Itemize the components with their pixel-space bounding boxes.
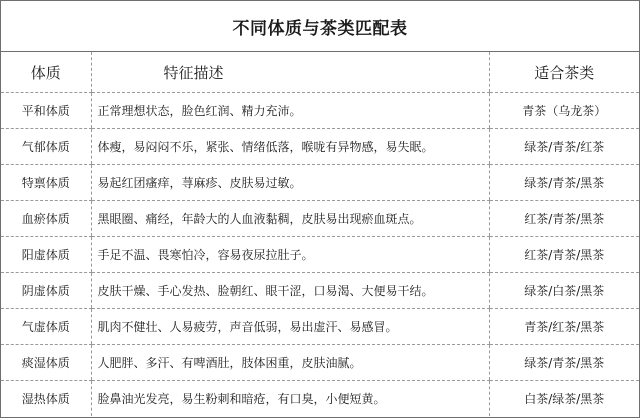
table-row [1, 273, 639, 309]
table-row [1, 165, 639, 201]
tea-matching-table [1, 52, 639, 416]
title-row [1, 1, 639, 52]
tea-cell: 绿茶/青茶/黑茶 [489, 345, 639, 381]
table-row [1, 201, 639, 237]
constitution-cell: 气虚体质 [1, 309, 91, 345]
constitution-cell: 痰湿体质 [1, 345, 91, 381]
description-cell: 黑眼圈、痛经，年龄大的人血液黏稠，皮肤易出现瘀血斑点。 [91, 201, 489, 237]
description-cell: 脸鼻油光发亮，易生粉刺和暗疮，有口臭，小便短黄。 [91, 381, 489, 417]
table-row [1, 345, 639, 381]
table-row [1, 237, 639, 273]
tea-cell: 绿茶/青茶/红茶 [489, 129, 639, 165]
tea-cell: 青茶（乌龙茶） [489, 93, 639, 129]
tea-cell: 绿茶/白茶/黑茶 [489, 273, 639, 309]
header-description: 特征描述 [91, 52, 489, 93]
tea-cell: 绿茶/青茶/黑茶 [489, 165, 639, 201]
constitution-cell: 阳虚体质 [1, 237, 91, 273]
description-cell: 正常理想状态，脸色红润、精力充沛。 [91, 93, 489, 129]
header-row [1, 52, 639, 93]
description-cell: 皮肤干燥、手心发热、脸朝红、眼干涩，口易渴、大便易干结。 [91, 273, 489, 309]
description-cell: 手足不温、畏寒怕冷，容易夜尿拉肚子。 [91, 237, 489, 273]
constitution-cell: 湿热体质 [21, 392, 70, 406]
tea-cell: 红茶/青茶/黑茶 [489, 237, 639, 273]
description-cell: 易起红团瘙痒，荨麻疹、皮肤易过敏。 [91, 165, 489, 201]
constitution-cell: 气郁体质 [1, 129, 91, 165]
description-cell: 肌肉不健壮、人易疲劳，声音低弱，易出虚汗、易感冒。 [91, 309, 489, 345]
constitution-cell: 特禀体质 [1, 165, 91, 201]
constitution-cell: 平和体质 [1, 93, 91, 129]
table-row [1, 93, 639, 129]
table-row [1, 309, 639, 345]
tea-cell: 红茶/青茶/黑茶 [489, 201, 639, 237]
constitution-cell: 阴虚体质 [1, 273, 91, 309]
header-tea: 适合茶类 [489, 52, 639, 93]
table-title: 不同体质与茶类匹配表 [232, 18, 408, 39]
description-cell: 体瘦，易闷闷不乐，紧张、情绪低落，喉咙有异物感，易失眠。 [91, 129, 489, 165]
tea-cell: 青茶/红茶/黑茶 [489, 309, 639, 345]
header-constitution: 体质 [1, 52, 91, 93]
table-row [1, 381, 639, 417]
constitution-cell: 血瘀体质 [1, 201, 91, 237]
tea-cell: 白茶/绿茶/黑茶 [489, 381, 639, 417]
table-row [1, 129, 639, 165]
description-cell: 人肥胖、多汗、有啤酒肚，肢体困重，皮肤油腻。 [91, 345, 489, 381]
